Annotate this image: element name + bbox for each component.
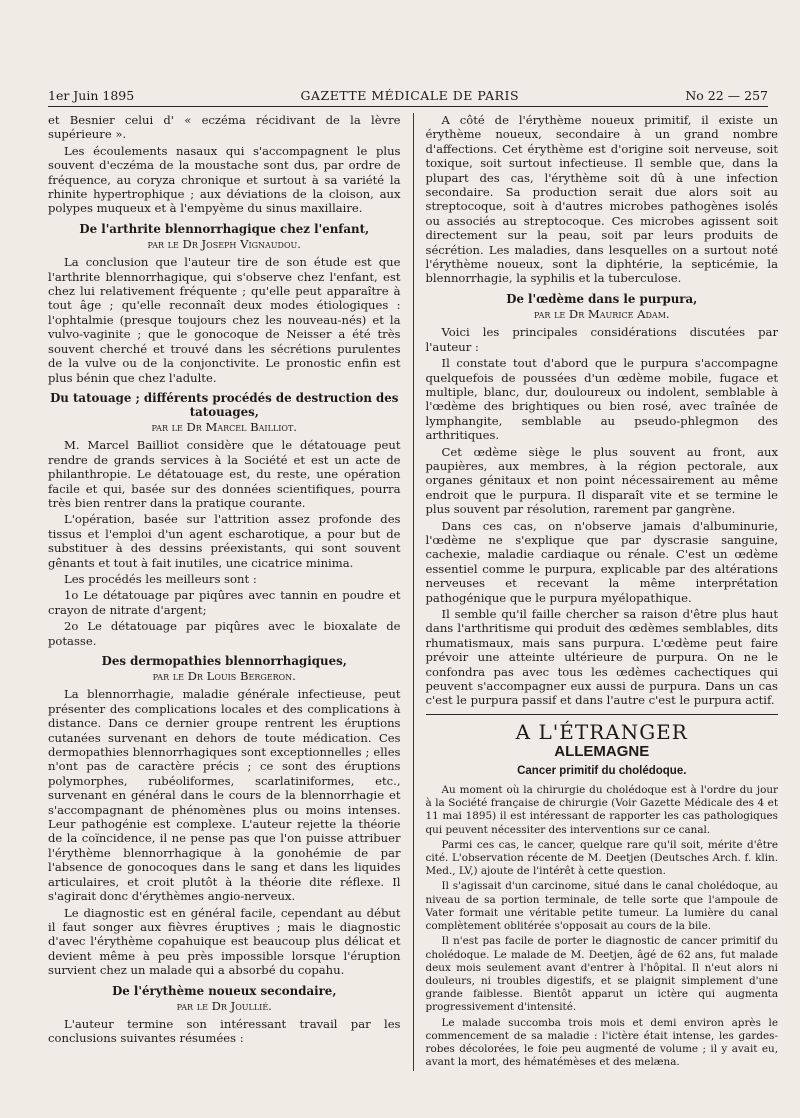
journal-title: GAZETTE MÉDICALE DE PARIS [300,88,520,103]
paragraph: Il s'agissait d'un carcinome, situé dans le canal cholédoque, au niveau de sa portion terminale, de telle sorte que l'ampoule de Vater formait une véritable petite tumeur. La lumière du canal complètement oblitérée s'opposait au cours de la bile. [425,880,779,933]
paragraph: Les procédés les meilleurs sont : [64,571,257,586]
paragraph: Le malade succomba trois mois et demi environ après le commencement de sa maladie : l'ictère était intense, les gardes-robes décolorées, le foie peu augmenté de volume ; il y avait eu, avant la mort, des hématémèses et des melæna. [425,1016,779,1069]
article-title: De l'érythème noueux secondaire, [112,983,337,998]
country-heading: ALLEMAGNE [554,743,650,761]
paragraph: Au moment où la chirurgie du cholédoque est à l'ordre du jour à la Société française de chirurgie (Voir Gazette Médicale des 4 et 11 mai 1895) il est intéressant de rapporter les cas pathologiques qui peuvent nécessiter des interventions sur ce canal. [425,784,779,836]
paragraph: 2o Le détatouage par piqûres avec le bioxalate de potasse. [48,619,401,648]
paragraph: Parmi ces cas, le cancer, quelque rare qu'il soit, mérite d'être cité. L'observation récente de M. Deetjen (Deutsches Arch. f. klin. Med., LV,) ajoute de l'intérêt à cette question. [425,838,779,878]
article-subtitle: Cancer primitif du cholédoque. [517,764,687,777]
article-title: De l'arthrite blennorrhagique chez l'enfant, [79,221,370,236]
paragraph: Dans ces cas, on n'observe jamais d'albuminurie, l'œdème ne s'explique que par dyscrasie sanguine, cachexie, maladie cardiaque ou rénale. C'est un œdème essentiel comme le purpura, explicable par des altérations nerveuses et recevant la même interprétation pathogénique que le purpura myélopathique. [425,518,779,605]
header-date: 1er Juin 1895 [48,88,135,103]
paragraph: Il constate tout d'abord que le purpura s'accompagne quelquefois de poussées d'un œdème mobile, fugace et multiple, blanc, dur, douloureux ou indolent, semblable à l'œdème des brightiques ou bien rosé, avec traînée de lymphangite, semblable au pseudo-phlegmon des arthritiques. [425,356,779,443]
paragraph: La blennorrhagie, maladie générale infectieuse, peut présenter des complications locales et des complications à distance. Dans ce dernier groupe rentrent les éruptions cutanées survenant en dehors de toute médication. Ces dermopathies blennorrhagiques sont exceptionnelles ; elles n'ont pas de caractère précis ; ce sont des éruptions polymorphes, rubéoliformes, scarlatiniformes, etc., survenant en général dans le cours de la blennorrhagie et s'accompagnant de phénomènes plus ou moins intenses. Leur pathogénie est complexe. L'auteur rejette la théorie de la coïncidence, il ne pense pas que l'on puisse attribuer l'érythème blennorrhagique à la gonohémie de par l'absence de gonocoques dans le sang et dans les liquides articulaires, et croit plutôt à la théorie dite réflexe. Il s'agirait donc d'érythèmes angio-nerveux. [48,687,401,904]
right-column [426,113,779,1071]
paragraph: Il semble qu'il faille chercher sa raison d'être plus haut dans l'arthritisme qui produit des œdèmes semblables, dits rhumatismaux, mais sans purpura. L'œdème peut faire prévoir une atteinte ultérieure de purpura. On ne le confondra pas avec tous les œdèmes cachectiques qui peuvent s'accompagner eux aussi de purpura. Dans un cas c'est le purpura passif et dans l'autre c'est le purpura actif. [425,607,779,708]
paragraph: Il n'est pas facile de porter le diagnostic de cancer primitif du cholédoque. Le malade de M. Deetjen, âgé de 62 ans, fut malade deux mois seulement avant d'entrer à l'hôpital. Il n'eut alors ni douleurs, ni troubles digestifs, et se plaignit simplement d'une grande faiblesse. Bientôt apparut un ictère qui augmenta progressivement d'intensité. [425,935,779,1014]
article-title: Du tatouage ; différents procédés de destruction des tatouages, [50,390,399,419]
paragraph: L'auteur termine son intéressant travail par les conclusions suivantes résumées : [48,1016,401,1046]
paragraph: Cet œdème siège le plus souvent au front, aux paupières, aux membres, à la région pectorale, aux organes génitaux et non point nécessairement au même endroit que le purpura. Il disparaît vite et se termine le plus souvent par résolution, rarement par gangrène. [425,444,779,517]
article-byline: par le Dr Louis Bergeron. [152,669,296,683]
column-divider [413,113,414,1071]
section-heading: A L'ÉTRANGER [515,719,688,744]
paragraph: L'opération, basée sur l'attrition assez profonde des tissus et l'emploi d'un agent escharotique, a pour but de substituer à des dessins préexistants, qui sont souvent gênants et tout à fait inutiles, une cicatrice minima. [48,512,401,570]
article-byline: par le Dr Marcel Bailliot. [151,419,297,434]
paragraph: Voici les principales considérations discutées par l'auteur : [425,325,779,354]
section-rule [426,714,779,715]
article-title: Des dermopathies blennorrhagiques, [101,654,347,668]
article-byline: par le Dr Maurice Adam. [533,306,670,321]
article-title: De l'œdème dans le purpura, [506,291,698,306]
article-byline: par le Dr Joullié. [176,998,272,1013]
paragraph: Le diagnostic est en général facile, cependant au début il faut songer aux fièvres éruptives ; mais le diagnostic d'avec l'érythème copahuique est beaucoup plus délicat et devient même à peu près impossible lorsque l'éruption survient chez un malade qui a absorbé du copahu. [48,905,401,978]
paragraph: 1o Le détatouage par piqûres avec tannin en poudre et crayon de nitrate d'argent; [48,588,401,617]
paragraph: M. Marcel Bailliot considère que le détatouage peut rendre de grands services à la Société et est un acte de philanthropie. Le détatouage est, du reste, une opération facile et qui, basée sur des données scientifiques, pourra très bien rentrer dans la pratique courante. [48,438,401,510]
left-column [48,113,401,1071]
paragraph: et Besnier celui d' « eczéma récidivant de la lèvre supérieure ». [48,113,401,142]
foreign-article-body [426,784,779,1069]
header-number: No 22 — 257 [685,88,768,103]
paragraph: Les écoulements nasaux qui s'accompagnent le plus souvent d'eczéma de la moustache sont dus, par ordre de fréquence, au coryza chronique et surtout à sa variété la rhinite hypertrophique ; aux déviations de la cloison, aux polypes muqueux et à l'empyème du sinus maxillaire. [48,143,401,216]
running-header [48,88,768,107]
article-byline: par le Dr Joseph Vignaudou. [147,236,301,251]
paragraph: La conclusion que l'auteur tire de son étude est que l'arthrite blennorrhagique, qui s'observe chez l'enfant, est chez lui relativement fréquente ; qu'elle peut apparaître à tout âge ; qu'elle reconnaît deux modes étiologiques : l'ophtalmie (presque toujours chez les nouveau-nés) et la vulvo-vaginite ; que le gonocoque de Neisser a été très souvent cherché et trouvé dans les sécrétions purulentes de la vulve ou de la conjonctivite. Le pronostic enfin est plus bénin que chez l'adulte. [48,255,401,385]
paragraph: A côté de l'érythème noueux primitif, il existe un érythème noueux, secondaire à un grand nombre d'affections. Cet érythème est d'origine soit nerveuse, soit toxique, soit surtout infectieuse. Il semble que, dans la plupart des cas, l'érythème soit dû à une infection secondaire. Sa production serait due alors soit au streptocoque, soit à d'autres microbes pathogènes isolés ou associés au streptocoque. Ces microbes agissent soit directement sur la peau, soit par leurs produits de sécrétion. Les maladies, dans lesquelles on a surtout noté l'érythème noueux, sont la diphtérie, la septicémie, la blennorrhagie, la syphilis et la tuberculose. [425,113,779,286]
